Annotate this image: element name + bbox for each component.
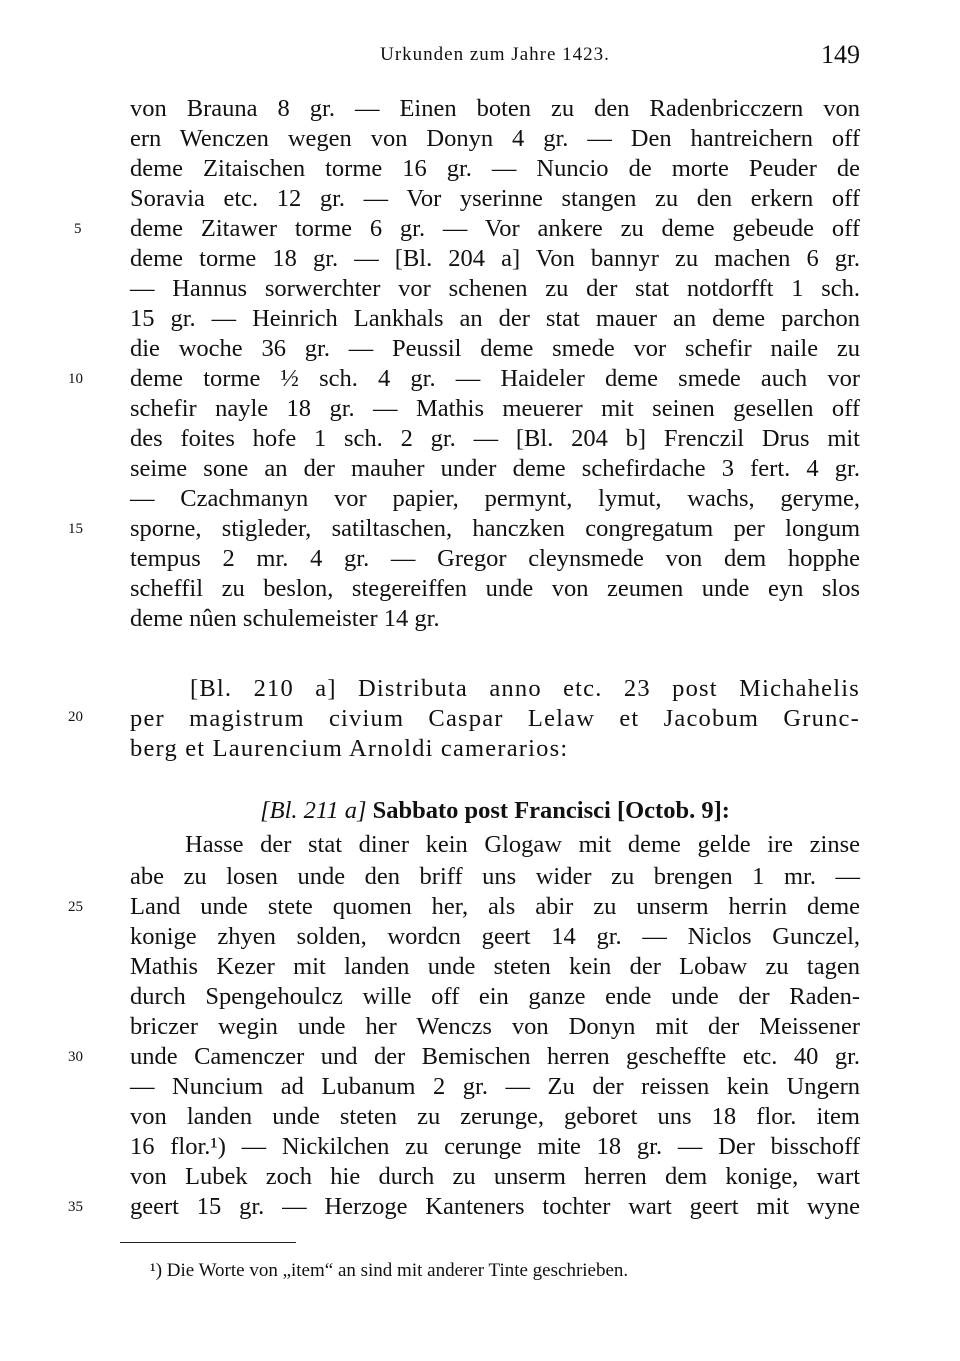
- text-line: ern Wenczen wegen von Donyn 4 gr. — Den hantreichern off: [130, 125, 860, 152]
- page-number: 149: [821, 40, 860, 69]
- text-line: deme Zitaischen torme 16 gr. — Nuncio de morte Peuder de: [130, 155, 860, 182]
- heading-text: Sabbato post Francisci [Octob. 9]:: [372, 797, 730, 824]
- section-heading: [130, 796, 860, 826]
- text-line: 16 flor.¹) — Nickilchen zu cerunge mite 18 gr. — Der bisschoff: [130, 1133, 860, 1160]
- footnote: ¹) Die Worte von „item“ an sind mit anderer Tinte geschrieben.: [150, 1260, 629, 1281]
- running-title: Urkunden zum Jahre 1423.: [380, 44, 610, 65]
- text-line: konige zhyen solden, wordcn geert 14 gr. — Niclos Gunczel,: [130, 923, 860, 950]
- text-line: von Brauna 8 gr. — Einen boten zu den Radenbricczern von: [130, 95, 860, 122]
- text-line: deme torme ½ sch. 4 gr. — Haideler deme smede auch vor: [130, 365, 860, 392]
- text-line: — Hannus sorwerchter vor schenen zu der stat notdorfft 1 sch.: [130, 275, 860, 302]
- text-line: deme Zitawer torme 6 gr. — Vor ankere zu deme gebeude off: [130, 215, 860, 242]
- line-number: 10: [68, 371, 83, 387]
- text-line: per magistrum civium Caspar Lelaw et Jacobum Grunc-: [130, 705, 860, 732]
- text-line: deme nûen schulemeister 14 gr.: [130, 605, 440, 632]
- line-number: 15: [68, 521, 83, 537]
- line-number: 5: [74, 221, 82, 237]
- text-line: geert 15 gr. — Herzoge Kanteners tochter wart geert mit wyne: [130, 1193, 860, 1220]
- text-line: deme torme 18 gr. — [Bl. 204 a] Von bannyr zu machen 6 gr.: [130, 245, 860, 272]
- text-line: Land unde stete quomen her, als abir zu unserm herrin deme: [130, 893, 860, 920]
- text-line: briczer wegin unde her Wenczs von Donyn mit der Meissener: [130, 1013, 860, 1040]
- text-line: tempus 2 mr. 4 gr. — Gregor cleynsmede von dem hopphe: [130, 545, 860, 572]
- footnote-rule: [120, 1242, 296, 1243]
- text-line: scheffil zu beslon, stegereiffen unde von zeumen unde eyn slos: [130, 575, 860, 602]
- line-number: 20: [68, 709, 83, 725]
- text-line: unde Camenczer und der Bemischen herren gescheffte etc. 40 gr.: [130, 1043, 860, 1070]
- line-number: 35: [68, 1199, 83, 1215]
- text-line: von Lubek zoch hie durch zu unserm herren dem konige, wart: [130, 1163, 860, 1190]
- text-line: durch Spengehoulcz wille off ein ganze ende unde der Raden-: [130, 983, 860, 1010]
- text-line: von landen unde steten zu zerunge, geboret uns 18 flor. item: [130, 1103, 860, 1130]
- folio-reference: [Bl. 211 a]: [260, 797, 367, 824]
- text-line: 15 gr. — Heinrich Lankhals an der stat mauer an deme parchon: [130, 305, 860, 332]
- text-line: berg et Laurencium Arnoldi camerarios:: [130, 735, 569, 762]
- text-line: des foites hofe 1 sch. 2 gr. — [Bl. 204 b] Frenczil Drus mit: [130, 425, 860, 452]
- text-line: Mathis Kezer mit landen unde steten kein der Lobaw zu tagen: [130, 953, 860, 980]
- text-line: — Czachmanyn vor papier, permynt, lymut, wachs, geryme,: [130, 485, 860, 512]
- text-line: seime sone an der mauher under deme schefirdache 3 fert. 4 gr.: [130, 455, 860, 482]
- text-line: schefir nayle 18 gr. — Mathis meuerer mit seinen gesellen off: [130, 395, 860, 422]
- text-line: die woche 36 gr. — Peussil deme smede vor schefir naile zu: [130, 335, 860, 362]
- line-number: 25: [68, 899, 83, 915]
- text-line: Soravia etc. 12 gr. — Vor yserinne stangen zu den erkern off: [130, 185, 860, 212]
- page-header: [130, 40, 860, 76]
- text-line: — Nuncium ad Lubanum 2 gr. — Zu der reissen kein Ungern: [130, 1073, 860, 1100]
- text-line: Hasse der stat diner kein Glogaw mit deme gelde ire zinse: [185, 831, 860, 858]
- line-number: 30: [68, 1049, 83, 1065]
- text-line: [Bl. 210 a] Distributa anno etc. 23 post Michahelis: [190, 675, 860, 702]
- text-line: sporne, stigleder, satiltaschen, hanczken congregatum per longum: [130, 515, 860, 542]
- text-line: abe zu losen unde den briff uns wider zu brengen 1 mr. —: [130, 863, 860, 890]
